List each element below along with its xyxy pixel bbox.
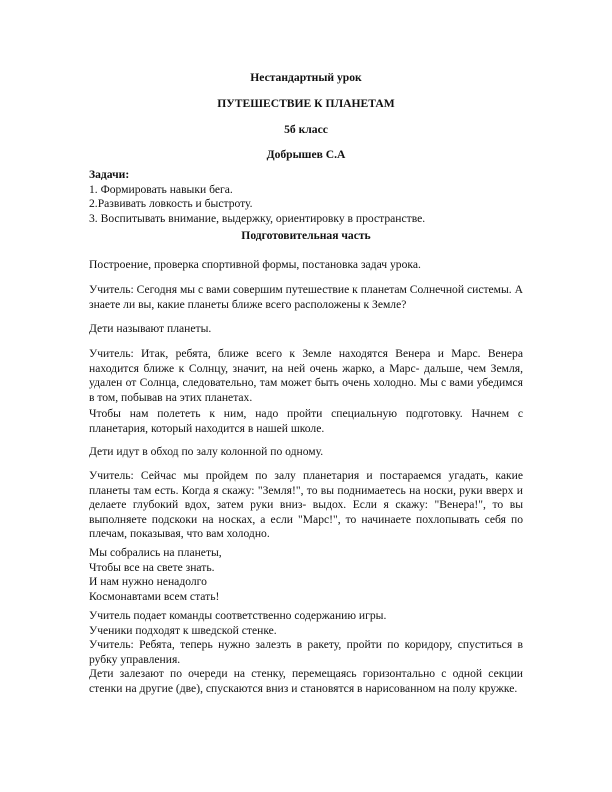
task-item: 3. Воспитывать внимание, выдержку, ориентировку в пространстве. — [89, 211, 426, 225]
lesson-type: Нестандартный урок — [250, 71, 362, 84]
tasks-heading: Задачи: — [89, 168, 130, 181]
poem-line: Космонавтами всем стать! — [89, 589, 220, 603]
grade-label: 5б класс — [284, 123, 328, 136]
poem-line: Мы собрались на планеты, — [89, 546, 222, 559]
paragraph-teacher-journey: Учитель: Сегодня мы с вами совершим путешествие к планетам Солнечной системы. А знаете ли вы, какие планеты ближе всего расположены к Земле? — [89, 283, 523, 311]
poem-block — [89, 546, 523, 604]
task-item: 1. Формировать навыки бега. — [89, 182, 233, 196]
paragraph-game-rules: Учитель: Сейчас мы пройдем по залу планетария и постараемся угадать, какие планеты там есть. Когда я скажу: "Земля!", то вы поднимаетесь на носки, руки вверх и делаете глубокий вдох, затем руки вниз- выдох. Если я скажу: "Венера!", то вы выполняете подскоки на носках, а если "Марс!", то начинаете похлопывать себя по плечам, показывая, что вам холодно. — [89, 469, 523, 541]
paragraph-teacher-planets: Учитель: Итак, ребята, ближе всего к Земле находятся Венера и Марс. Венера находится ближе к Солнцу, значит, на ней очень жарко, а Марс- дальше, чем Земля, удален от Солнца, следовательно, там может быть очень холодно. Мы с вами убедимся в том, побывав на этих планетах. — [89, 347, 523, 404]
lesson-title: ПУТЕШЕСТВИЕ К ПЛАНЕТАМ — [217, 97, 395, 110]
paragraph-walk: Дети идут в обход по залу колонной по одному. — [89, 445, 324, 458]
closing-line: Учитель подает команды соответственно содержанию игры. — [89, 609, 387, 622]
paragraph-intro: Построение, проверка спортивной формы, постановка задач урока. — [89, 258, 421, 271]
poem-line: Чтобы все на свете знать. — [89, 560, 215, 574]
paragraph-preparation: Чтобы нам полететь к ним, надо пройти специальную подготовку. Начнем с планетария, который находится в нашей школе. — [89, 407, 523, 435]
section-heading: Подготовительная часть — [241, 229, 371, 242]
closing-paragraph: Учитель: Ребята, теперь нужно залезть в ракету, пройти по коридору, спуститься в рубку управления. — [89, 638, 523, 666]
closing-paragraph: Дети залезают по очереди на стенку, перемещаясь горизонтально с одной секции стенки на другие (две), спускаются вниз и становятся в нарисованном на полу кружке. — [89, 667, 523, 695]
paragraph-children-name: Дети называют планеты. — [89, 322, 212, 335]
author-name: Добрышев С.А — [266, 148, 346, 161]
closing-line: Ученики подходят к шведской стенке. — [89, 623, 277, 637]
tasks-block — [89, 168, 523, 226]
poem-line: И нам нужно ненадолго — [89, 575, 207, 589]
closing-block — [89, 609, 523, 697]
task-item: 2.Развивать ловкость и быстроту. — [89, 197, 253, 211]
